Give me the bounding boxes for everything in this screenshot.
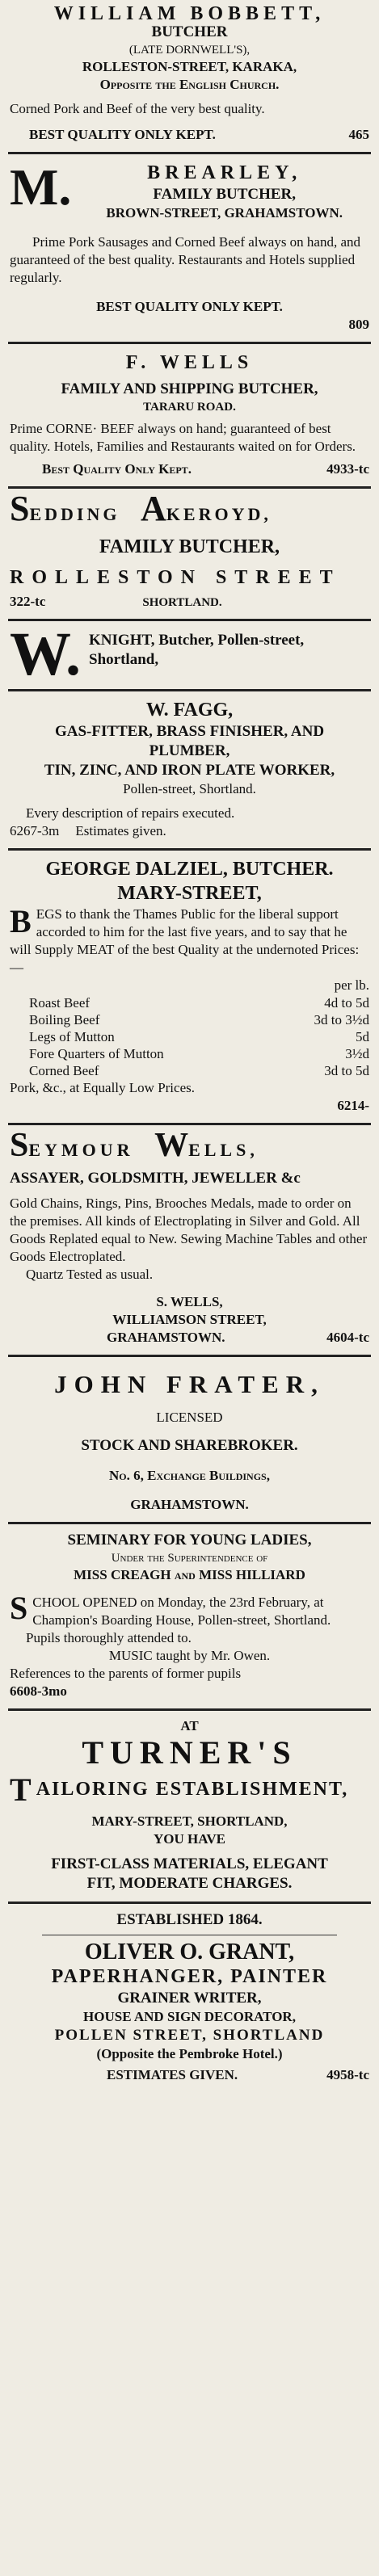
signature: S. WELLS,	[156, 1294, 223, 1309]
word1: EDDING	[29, 504, 120, 524]
ad-w-fagg	[8, 691, 371, 851]
ad-footer	[10, 822, 369, 840]
per-lb: per lb.	[334, 977, 369, 993]
drop-cap: T	[10, 1771, 32, 1808]
trade: STOCK AND SHAREBROKER.	[81, 1437, 298, 1454]
price-item: Fore Quarters of Mutton	[29, 1046, 164, 1061]
footer-text: BEST QUALITY ONLY KEPT.	[96, 299, 283, 314]
ad-number: 465	[348, 127, 369, 142]
street: MARY-STREET,	[117, 883, 262, 904]
ad-body: CHOOL OPENED on Monday, the 23rd February, at Champion's Boarding House, Pollen-street, Shortland.	[32, 1595, 331, 1628]
estimates: Estimates given.	[75, 823, 166, 838]
town: GRAHAMSTOWN.	[107, 1330, 225, 1345]
trade2: GRAINER WRITER,	[117, 1990, 262, 2007]
price-list	[10, 994, 369, 1079]
ad-george-dalziel	[8, 851, 371, 1125]
address: ROLLESTON-STREET, KARAKA,	[82, 59, 297, 74]
ad-body: Every description of repairs executed.	[26, 805, 235, 821]
line1: FIRST-CLASS MATERIALS, ELEGANT	[51, 1855, 328, 1872]
ad-turners	[8, 1711, 371, 1904]
initial: W.	[10, 620, 82, 688]
ad-f-wells	[8, 344, 371, 489]
address: No. 6, Exchange Buildings,	[109, 1468, 270, 1483]
ad-number: 6267-3m	[10, 823, 60, 838]
ad-footer	[10, 593, 369, 611]
price-item: Legs of Mutton	[29, 1029, 115, 1044]
price-row	[10, 1028, 369, 1045]
opposite: (Opposite the Pembroke Hotel.)	[96, 2046, 283, 2061]
ad-number: 6608-3mo	[10, 1683, 67, 1699]
ad-seymour-wells	[8, 1125, 371, 1357]
seminary-title: SEMINARY FOR YOUNG LADIES,	[67, 1532, 312, 1549]
ad-body: EGS to thank the Thames Public for the liberal support accorded to him for the last five years, and to say that he will Supply MEAT of the best Quality at the undernoted Prices:—	[10, 906, 360, 975]
ad-number: 4958-tc	[326, 2067, 369, 2082]
word2: KEROYD,	[166, 504, 272, 524]
trade1: GAS-FITTER, BRASS FINISHER, AND	[54, 723, 325, 740]
price-row	[10, 1062, 369, 1079]
advertiser-name: GEORGE DALZIEL, BUTCHER.	[45, 859, 334, 880]
cap1: S	[10, 1127, 29, 1164]
price-value: 3d to 5d	[324, 1063, 369, 1078]
under-line: Under the Superintendence of	[111, 1552, 268, 1565]
music-line: MUSIC taught by Mr. Owen.	[108, 1648, 271, 1663]
trade: BUTCHER	[151, 23, 228, 40]
price-item: Corned Beef	[29, 1063, 99, 1078]
advertiser-name: WILLIAM BOBBETT,	[53, 3, 326, 24]
line1: KNIGHT, Butcher, Pollen-street,	[89, 632, 305, 649]
ad-body: Gold Chains, Rings, Pins, Brooches Medals, made to order on the premises. All kinds of Electroplating in Silver and Gold. All Goods Replated equal to New. Sewing Machine Tables and other Goods Electroplated.	[10, 1196, 368, 1264]
ad-number: 4604-tc	[326, 1330, 369, 1345]
cap2: W	[154, 1127, 189, 1164]
trade: FAMILY AND SHIPPING BUTCHER,	[61, 380, 318, 397]
cap1: S	[10, 489, 30, 528]
teachers: MISS CREAGH and MISS HILLIARD	[74, 1567, 305, 1582]
ad-footer	[10, 2066, 369, 2084]
advertiser-name: BREARLEY,	[147, 162, 302, 183]
price-value: 4d to 5d	[324, 995, 369, 1011]
line2: Shortland,	[89, 651, 159, 668]
trade: ASSAYER, GOLDSMITH, JEWELLER &c	[10, 1170, 301, 1187]
cap2: A	[141, 489, 166, 528]
place: SHORTLAND.	[142, 596, 222, 609]
trade: AILORING ESTABLISHMENT,	[36, 1779, 349, 1800]
street: POLLEN STREET, SHORTLAND	[54, 2027, 325, 2044]
newspaper-column	[8, 0, 371, 2092]
drop-cap: B	[10, 903, 32, 939]
ad-body: Corned Pork and Beef of the very best quality.	[10, 101, 265, 116]
initial: M.	[10, 158, 72, 216]
established: ESTABLISHED 1864.	[116, 1911, 263, 1928]
pork-line: Pork, &c., at Equally Low Prices.	[10, 1080, 195, 1095]
ad-footer	[10, 126, 369, 144]
ad-body: Prime Pork Sausages and Corned Beef always on hand, and guaranteed of the best quality. Restaurants and Hotels supplied regularly.	[10, 234, 361, 285]
have-line: YOU HAVE	[154, 1831, 225, 1847]
ad-number: 6214-	[337, 1098, 369, 1113]
price-value: 5d	[356, 1029, 369, 1044]
street: MARY-STREET, SHORTLAND,	[91, 1813, 288, 1829]
trade: FAMILY BUTCHER,	[99, 536, 280, 557]
opposite: Opposite the English Church.	[99, 77, 280, 92]
advertiser-name	[10, 1127, 369, 1164]
licensed: LICENSED	[156, 1410, 223, 1425]
line2: FIT, MODERATE CHARGES.	[86, 1875, 293, 1892]
at-line: AT	[180, 1718, 199, 1733]
price-value: 3½d	[345, 1046, 369, 1061]
word2: ELLS,	[188, 1140, 259, 1160]
pupils-line: Pupils thoroughly attended to.	[26, 1630, 192, 1645]
ad-brearley	[8, 154, 371, 344]
ad-knight	[8, 621, 371, 691]
address: Pollen-street, Shortland.	[123, 781, 256, 796]
price-row	[10, 1011, 369, 1028]
trade3: TIN, ZINC, AND IRON PLATE WORKER,	[44, 762, 335, 779]
address: TARARU ROAD.	[143, 401, 236, 414]
street: ROLLESTON STREET	[10, 567, 341, 588]
drop-cap: S	[10, 1590, 28, 1626]
price-item: Boiling Beef	[29, 1012, 100, 1027]
town: GRAHAMSTOWN.	[130, 1497, 249, 1512]
trade: PAPERHANGER, PAINTER	[51, 1966, 328, 1987]
street: WILLIAMSON STREET,	[112, 1312, 267, 1327]
price-item: Roast Beef	[29, 995, 91, 1011]
ad-sedding-akeroyd	[8, 489, 371, 621]
footer-text: Best Quality Only Kept.	[42, 461, 192, 477]
advertiser-name: OLIVER O. GRANT,	[84, 1939, 295, 1965]
ad-oliver-grant	[8, 1904, 371, 2092]
word1: EYMOUR	[28, 1140, 134, 1160]
advertiser-name	[10, 489, 369, 528]
ad-footer	[10, 460, 369, 478]
ad-john-frater	[8, 1357, 371, 1524]
former-name: (LATE DORNWELL'S),	[128, 44, 251, 57]
advertiser-name: TURNER'S	[82, 1734, 297, 1771]
price-row	[10, 1045, 369, 1062]
ad-seminary	[8, 1524, 371, 1711]
trade2: PLUMBER,	[149, 742, 230, 759]
ad-number: 4933-tc	[326, 461, 369, 477]
footer-text: BEST QUALITY ONLY KEPT.	[29, 127, 216, 142]
advertiser-name: JOHN FRATER,	[54, 1370, 325, 1398]
references: References to the parents of former pupils	[10, 1666, 242, 1681]
ad-number: 809	[348, 317, 369, 332]
ad-number: 322-tc	[10, 594, 46, 609]
advertiser-name: F. WELLS	[125, 352, 254, 373]
quartz-line: Quartz Tested as usual.	[26, 1267, 154, 1282]
trade3: HOUSE AND SIGN DECORATOR,	[83, 2009, 296, 2024]
ad-body: Prime CORNE· BEEF always on hand; guaranteed of best quality. Hotels, Families and Restaurants waited on for Orders.	[10, 421, 356, 454]
address: BROWN-STREET, GRAHAMSTOWN.	[106, 205, 343, 221]
estimates: ESTIMATES GIVEN.	[107, 2067, 238, 2082]
price-value: 3d to 3½d	[314, 1012, 369, 1027]
advertiser-name: W. FAGG,	[145, 700, 234, 721]
price-row	[10, 994, 369, 1011]
ad-footer	[10, 1329, 369, 1347]
ad-william-bobbett	[8, 0, 371, 154]
trade: FAMILY BUTCHER,	[153, 186, 297, 203]
